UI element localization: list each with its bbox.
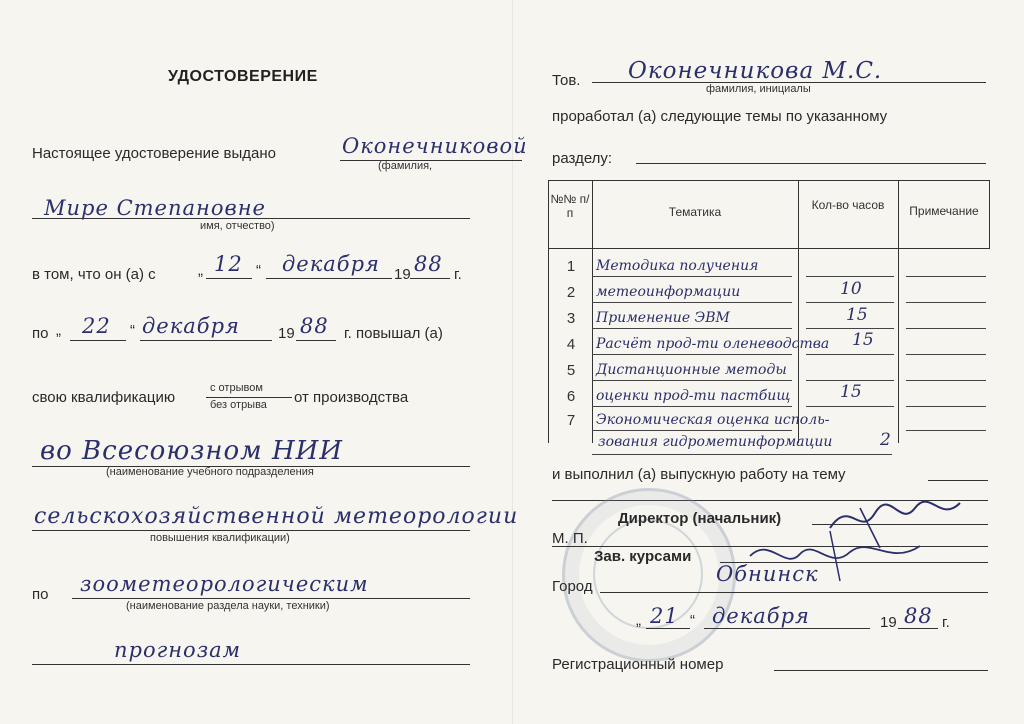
row-num: 2 [566, 284, 576, 301]
city-label: Город [552, 578, 593, 595]
row-hours: 10 [840, 279, 862, 299]
from-day-line [206, 278, 252, 279]
row-num: 5 [566, 362, 576, 379]
from-month: декабря [282, 252, 380, 276]
row-topic: Экономическая оценка исполь- [596, 412, 830, 428]
header-num: №№ п/п [550, 192, 590, 220]
name-caption: имя, отчество) [200, 220, 275, 232]
qual-divider [206, 397, 292, 398]
section-caption: (наименование раздела науки, техники) [126, 600, 330, 612]
qual-prefix: свою квалификацию [32, 389, 176, 406]
director-label: Директор (начальник) [618, 510, 782, 527]
to-suffix: г. повышал (а) [344, 325, 443, 342]
row-topic: зования гидрометинформации [598, 434, 833, 450]
row-hours: 15 [846, 305, 868, 325]
row-hours: 2 [880, 430, 891, 450]
org-line2 [32, 530, 470, 531]
surname-value: Оконечниковой [342, 134, 528, 158]
to-year-line [296, 340, 336, 341]
final-work-text: и выполнил (а) выпускную работу на тему [552, 466, 846, 483]
from-month-line [266, 278, 392, 279]
section-prefix: по [32, 586, 49, 603]
document-title: УДОСТОВЕРЕНИЕ [168, 68, 318, 85]
issued-prefix: Настоящее удостоверение выдано [32, 145, 276, 162]
org-caption2: повышения квалификации) [150, 532, 290, 544]
date-suffix: г. [942, 614, 950, 631]
from-year-prefix: 19 [394, 266, 411, 283]
section-line1-value: зоометеорологическим [80, 572, 369, 596]
open-quote: „ [56, 322, 61, 339]
from-day: 12 [214, 252, 243, 276]
to-prefix: по [32, 325, 49, 342]
head-label: Зав. курсами [594, 548, 692, 565]
header-topic: Тематика [668, 205, 722, 219]
qual-suffix: от производства [294, 389, 409, 406]
to-day: 22 [82, 314, 111, 338]
fold-line [512, 0, 513, 724]
date-day: 21 [650, 604, 679, 628]
tov-value: Оконечникова М.С. [628, 58, 883, 84]
date-year-line [898, 628, 938, 629]
row-num: 7 [566, 412, 576, 429]
name-value: Мире Степановне [44, 196, 266, 220]
date-year: 88 [904, 604, 933, 628]
row-hours: 15 [840, 382, 862, 402]
row-hours: 15 [852, 330, 874, 350]
from-year-suffix: г. [454, 266, 462, 283]
row-topic: Методика получения [596, 258, 759, 274]
row-topic: оценки прод-ти пастбищ [596, 388, 791, 404]
final-work-line [928, 480, 988, 481]
open-quote: „ [198, 262, 203, 279]
row-num: 3 [566, 310, 576, 327]
from-year-line [410, 278, 450, 279]
surname-caption: (фамилия, [378, 160, 433, 172]
close-quote: “ [256, 262, 261, 279]
qual-option-without-leave: без отрыва [210, 399, 267, 411]
org-caption1: (наименование учебного подразделения [106, 466, 314, 478]
from-prefix: в том, что он (а) с [32, 266, 156, 283]
worked-text: проработал (а) следующие темы по указанному [552, 108, 888, 125]
date-month: декабря [712, 604, 810, 628]
header-hours: Кол-во часов [811, 198, 885, 212]
section-line2-value: прогнозам [114, 638, 242, 662]
row-num: 6 [566, 388, 576, 405]
section-line1 [72, 598, 470, 599]
row-num: 4 [566, 336, 576, 353]
org-line1-value: во Всесоюзном НИИ [40, 436, 344, 466]
section-line2 [32, 664, 470, 665]
to-year-prefix: 19 [278, 325, 295, 342]
section-label: разделу: [552, 150, 613, 167]
date-day-line [646, 628, 690, 629]
mp-label: М. П. [552, 530, 588, 547]
tov-label: Тов. [552, 72, 581, 89]
section-line [636, 163, 986, 164]
reg-label: Регистрационный номер [552, 656, 724, 673]
to-day-line [70, 340, 126, 341]
name-line [32, 218, 470, 219]
open-quote: „ [636, 612, 641, 629]
tov-caption: фамилия, инициалы [706, 83, 811, 95]
row-topic: метеоинформации [596, 284, 741, 300]
close-quote: “ [690, 612, 695, 629]
row-topic: Расчёт прод-ти оленеводства [596, 336, 830, 352]
qual-option-with-leave: с отрывом [210, 382, 263, 394]
close-quote: “ [130, 322, 135, 339]
city-value: Обнинск [716, 562, 819, 586]
from-year: 88 [414, 252, 443, 276]
to-month-line [140, 340, 272, 341]
header-note: Примечание [909, 204, 979, 218]
date-month-line [704, 628, 870, 629]
row-topic: Применение ЭВМ [596, 310, 730, 326]
row-topic: Дистанционные методы [596, 362, 787, 378]
city-line [600, 592, 988, 593]
to-month: декабря [142, 314, 240, 338]
date-year-prefix: 19 [880, 614, 897, 631]
to-year: 88 [300, 314, 329, 338]
row-num: 1 [566, 258, 576, 275]
reg-line [774, 670, 988, 671]
org-line2-value: сельскохозяйственной метеорологии [34, 504, 519, 529]
